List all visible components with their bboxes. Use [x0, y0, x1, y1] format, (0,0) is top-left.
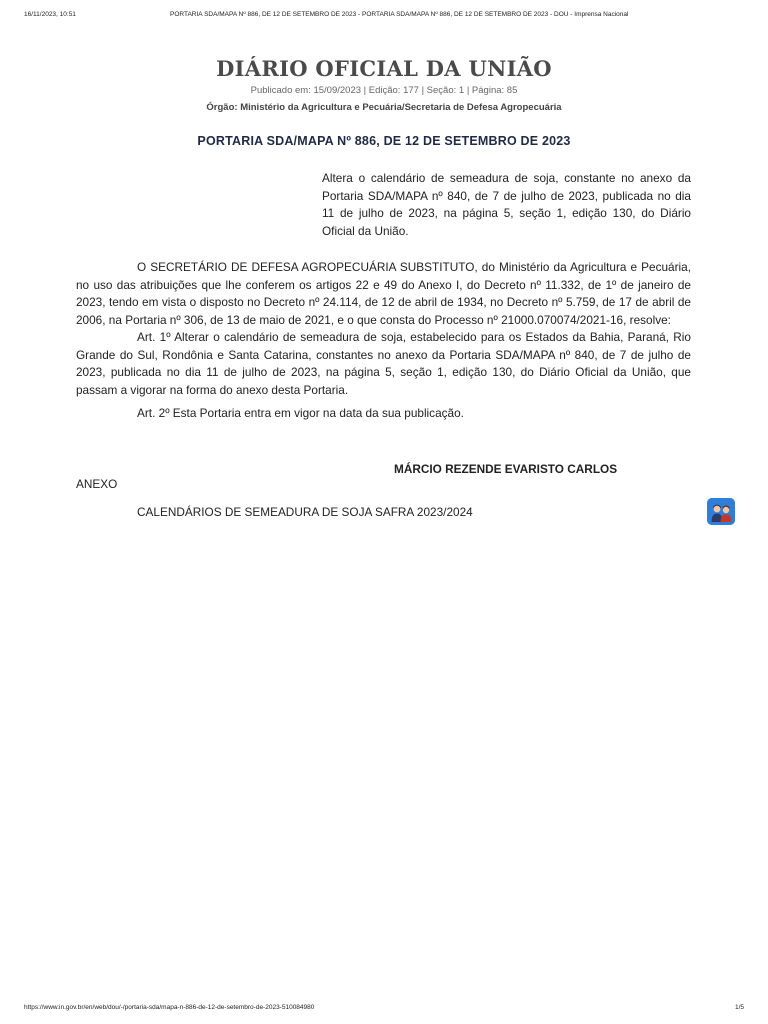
preamble-paragraph: O SECRETÁRIO DE DEFESA AGROPECUÁRIA SUBSTITUTO, do Ministério da Agricultura e Pecuária, no uso das atribuições que lhe conferem os artigos 22 e 49 do Anexo I, do Decreto nº 11.332, de 1º de janeiro de 2023, tendo em vista o disposto no Decreto nº 24.114, de 12 de abril de 1934, no Decreto nº 5.759, de 17 de abril de 2006, na Portaria nº 306, de 13 de maio de 2021, e o que consta do Processo nº 21000.070074/2021-16, resolve:	[76, 260, 691, 327]
assistant-button[interactable]	[707, 498, 735, 525]
masthead-title: DIÁRIO OFICIAL DA UNIÃO	[216, 56, 552, 81]
print-header	[24, 11, 744, 21]
document-body	[76, 259, 691, 423]
article-1-paragraph: Art. 1º Alterar o calendário de semeadura de soja, estabelecido para os Estados da Bahia, Paraná, Rio Grande do Sul, Rondônia e Santa Catarina, constantes no anexo da Portaria SDA/MAPA nº 840, de 7 de julho de 2023, publicada no dia 11 de julho de 2023, na página 5, seção 1, edição 130, do Diário Oficial da União, que passam a vigorar na forma do anexo desta Portaria.	[76, 330, 691, 397]
orgao-label: Órgão:	[206, 102, 238, 113]
document-title: PORTARIA SDA/MAPA Nº 886, DE 12 DE SETEMBRO DE 2023	[197, 134, 571, 148]
print-datetime: 16/11/2023, 10:51	[24, 11, 76, 18]
print-footer	[24, 1004, 744, 1014]
orgao-value: Ministério da Agricultura e Pecuária/Secretaria de Defesa Agropecuária	[240, 102, 562, 113]
orgao-line	[0, 101, 768, 114]
print-page-title: PORTARIA SDA/MAPA Nº 886, DE 12 DE SETEMBRO DE 2023 - PORTARIA SDA/MAPA Nº 886, DE 12 DE SETEMBRO DE 2023 - DOU - Imprensa Nacional	[170, 11, 629, 18]
print-page-number: 1/5	[734, 1004, 744, 1011]
publication-info: Publicado em: 15/09/2023 | Edição: 177 | Seção: 1 | Página: 85	[250, 85, 518, 96]
ementa: Altera o calendário de semeadura de soja, constante no anexo da Portaria SDA/MAPA nº 840, de 7 de julho de 2023, publicada no dia 11 de julho de 2023, na página 5, seção 1, edição 130, do Diário Oficial da União.	[322, 171, 691, 238]
print-url: https://www.in.gov.br/en/web/dou/-/portaria-sda/mapa-n-886-de-12-de-setembro-de-2023-510084980	[24, 1004, 315, 1011]
article-2-paragraph: Art. 2º Esta Portaria entra em vigor na data da sua publicação.	[137, 406, 464, 420]
anexo-label: ANEXO	[76, 477, 118, 491]
signature: MÁRCIO REZENDE EVARISTO CARLOS	[394, 462, 618, 476]
calendar-heading: CALENDÁRIOS DE SEMEADURA DE SOJA SAFRA 2023/2024	[137, 505, 473, 519]
masthead	[0, 56, 768, 114]
assistant-avatars-icon	[707, 498, 735, 525]
